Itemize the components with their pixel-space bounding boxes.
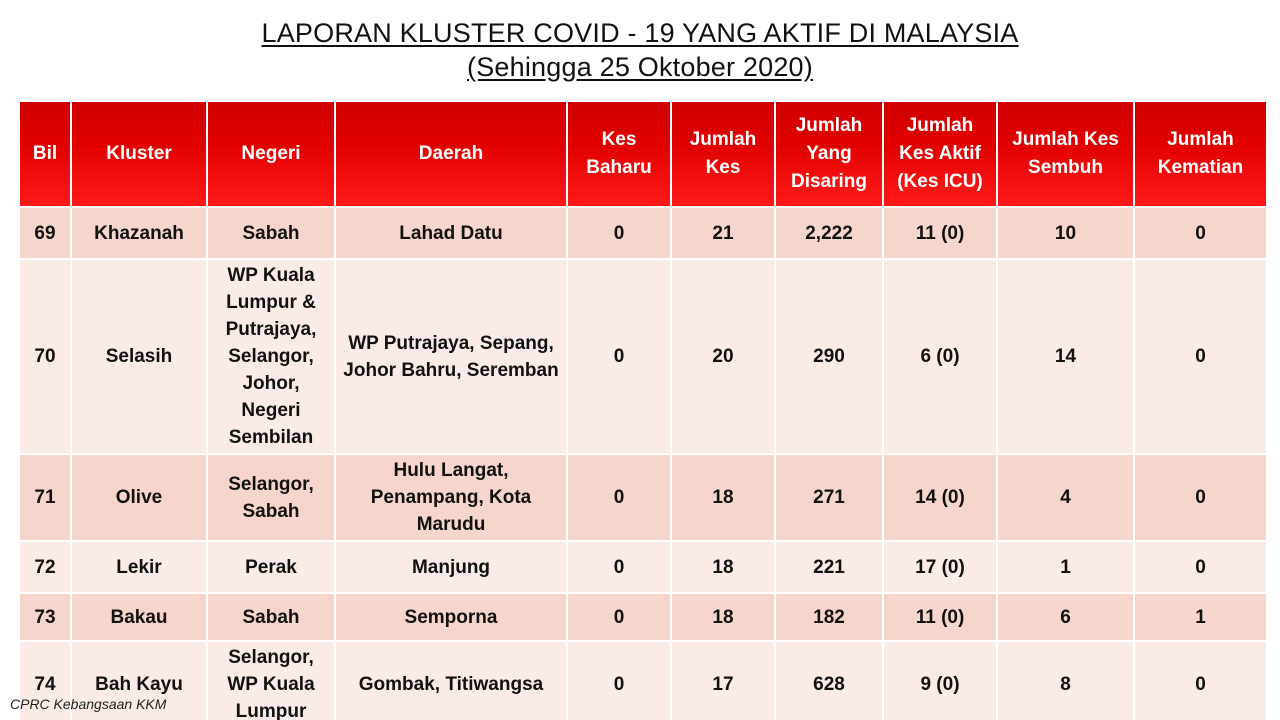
- header-jumlah-disaring: Jumlah Yang Disaring: [775, 101, 883, 207]
- table-row: [19, 259, 1267, 454]
- cell-negeri: Sabah: [207, 593, 335, 641]
- cell-jumlah-kes: 18: [671, 593, 775, 641]
- cell-kes-sembuh: 10: [997, 207, 1134, 259]
- cell-bil: 72: [19, 541, 71, 593]
- cell-kematian: 0: [1134, 259, 1267, 454]
- table-header-row: [19, 101, 1267, 207]
- cell-jumlah-disaring: 2,222: [775, 207, 883, 259]
- report-title: [0, 16, 1280, 84]
- cell-jumlah-disaring: 182: [775, 593, 883, 641]
- cell-jumlah-disaring: 290: [775, 259, 883, 454]
- cell-jumlah-kes: 18: [671, 454, 775, 541]
- table-row: [19, 207, 1267, 259]
- cell-bil: 73: [19, 593, 71, 641]
- cell-jumlah-kes: 20: [671, 259, 775, 454]
- cell-kematian: 0: [1134, 207, 1267, 259]
- cell-kluster: Lekir: [71, 541, 207, 593]
- cell-kes-baharu: 0: [567, 207, 671, 259]
- cell-negeri: Sabah: [207, 207, 335, 259]
- cell-jumlah-kes: 17: [671, 641, 775, 720]
- cell-negeri: Selangor, Sabah: [207, 454, 335, 541]
- source-footer: CPRC Kebangsaan KKM: [10, 696, 167, 712]
- cell-kes-sembuh: 8: [997, 641, 1134, 720]
- cell-kes-aktif: 6 (0): [883, 259, 997, 454]
- cell-daerah: Lahad Datu: [335, 207, 567, 259]
- cell-kes-baharu: 0: [567, 454, 671, 541]
- cell-kes-baharu: 0: [567, 259, 671, 454]
- cell-kes-sembuh: 14: [997, 259, 1134, 454]
- cell-kes-sembuh: 4: [997, 454, 1134, 541]
- title-main: LAPORAN KLUSTER COVID - 19 YANG AKTIF DI MALAYSIA: [261, 18, 1019, 48]
- cell-kes-baharu: 0: [567, 593, 671, 641]
- cell-kluster: Bah Kayu: [71, 641, 207, 720]
- cell-bil: 70: [19, 259, 71, 454]
- header-bil: Bil: [19, 101, 71, 207]
- cell-kes-aktif: 11 (0): [883, 593, 997, 641]
- cell-kematian: 1: [1134, 593, 1267, 641]
- cell-jumlah-kes: 21: [671, 207, 775, 259]
- cell-negeri: Perak: [207, 541, 335, 593]
- header-negeri: Negeri: [207, 101, 335, 207]
- cell-kluster: Selasih: [71, 259, 207, 454]
- cell-kluster: Khazanah: [71, 207, 207, 259]
- cell-jumlah-disaring: 271: [775, 454, 883, 541]
- cell-bil: 69: [19, 207, 71, 259]
- cell-kes-aktif: 9 (0): [883, 641, 997, 720]
- cluster-table: [18, 100, 1268, 720]
- cell-jumlah-disaring: 221: [775, 541, 883, 593]
- cell-kematian: 0: [1134, 541, 1267, 593]
- header-kes-aktif: Jumlah Kes Aktif (Kes ICU): [883, 101, 997, 207]
- cell-kes-baharu: 0: [567, 641, 671, 720]
- cell-daerah: Gombak, Titiwangsa: [335, 641, 567, 720]
- header-kes-baharu: Kes Baharu: [567, 101, 671, 207]
- header-kluster: Kluster: [71, 101, 207, 207]
- cell-kes-sembuh: 6: [997, 593, 1134, 641]
- cell-kes-baharu: 0: [567, 541, 671, 593]
- cell-kluster: Olive: [71, 454, 207, 541]
- table-row: [19, 641, 1267, 720]
- cell-kes-sembuh: 1: [997, 541, 1134, 593]
- table-row: [19, 593, 1267, 641]
- cell-kluster: Bakau: [71, 593, 207, 641]
- cell-kes-aktif: 11 (0): [883, 207, 997, 259]
- cell-daerah: WP Putrajaya, Sepang, Johor Bahru, Seremban: [335, 259, 567, 454]
- table-row: [19, 454, 1267, 541]
- cell-negeri: Selangor, WP Kuala Lumpur: [207, 641, 335, 720]
- header-kematian: Jumlah Kematian: [1134, 101, 1267, 207]
- cell-negeri: WP Kuala Lumpur & Putrajaya, Selangor, Johor, Negeri Sembilan: [207, 259, 335, 454]
- cell-daerah: Hulu Langat, Penampang, Kota Marudu: [335, 454, 567, 541]
- cell-bil: 71: [19, 454, 71, 541]
- cell-kematian: 0: [1134, 454, 1267, 541]
- table-row: [19, 541, 1267, 593]
- cell-daerah: Semporna: [335, 593, 567, 641]
- cell-daerah: Manjung: [335, 541, 567, 593]
- header-daerah: Daerah: [335, 101, 567, 207]
- cell-jumlah-disaring: 628: [775, 641, 883, 720]
- header-kes-sembuh: Jumlah Kes Sembuh: [997, 101, 1134, 207]
- cell-kematian: 0: [1134, 641, 1267, 720]
- cell-bil: 74: [19, 641, 71, 720]
- header-jumlah-kes: Jumlah Kes: [671, 101, 775, 207]
- title-date: (Sehingga 25 Oktober 2020): [467, 52, 813, 82]
- cell-jumlah-kes: 18: [671, 541, 775, 593]
- cell-kes-aktif: 17 (0): [883, 541, 997, 593]
- cell-kes-aktif: 14 (0): [883, 454, 997, 541]
